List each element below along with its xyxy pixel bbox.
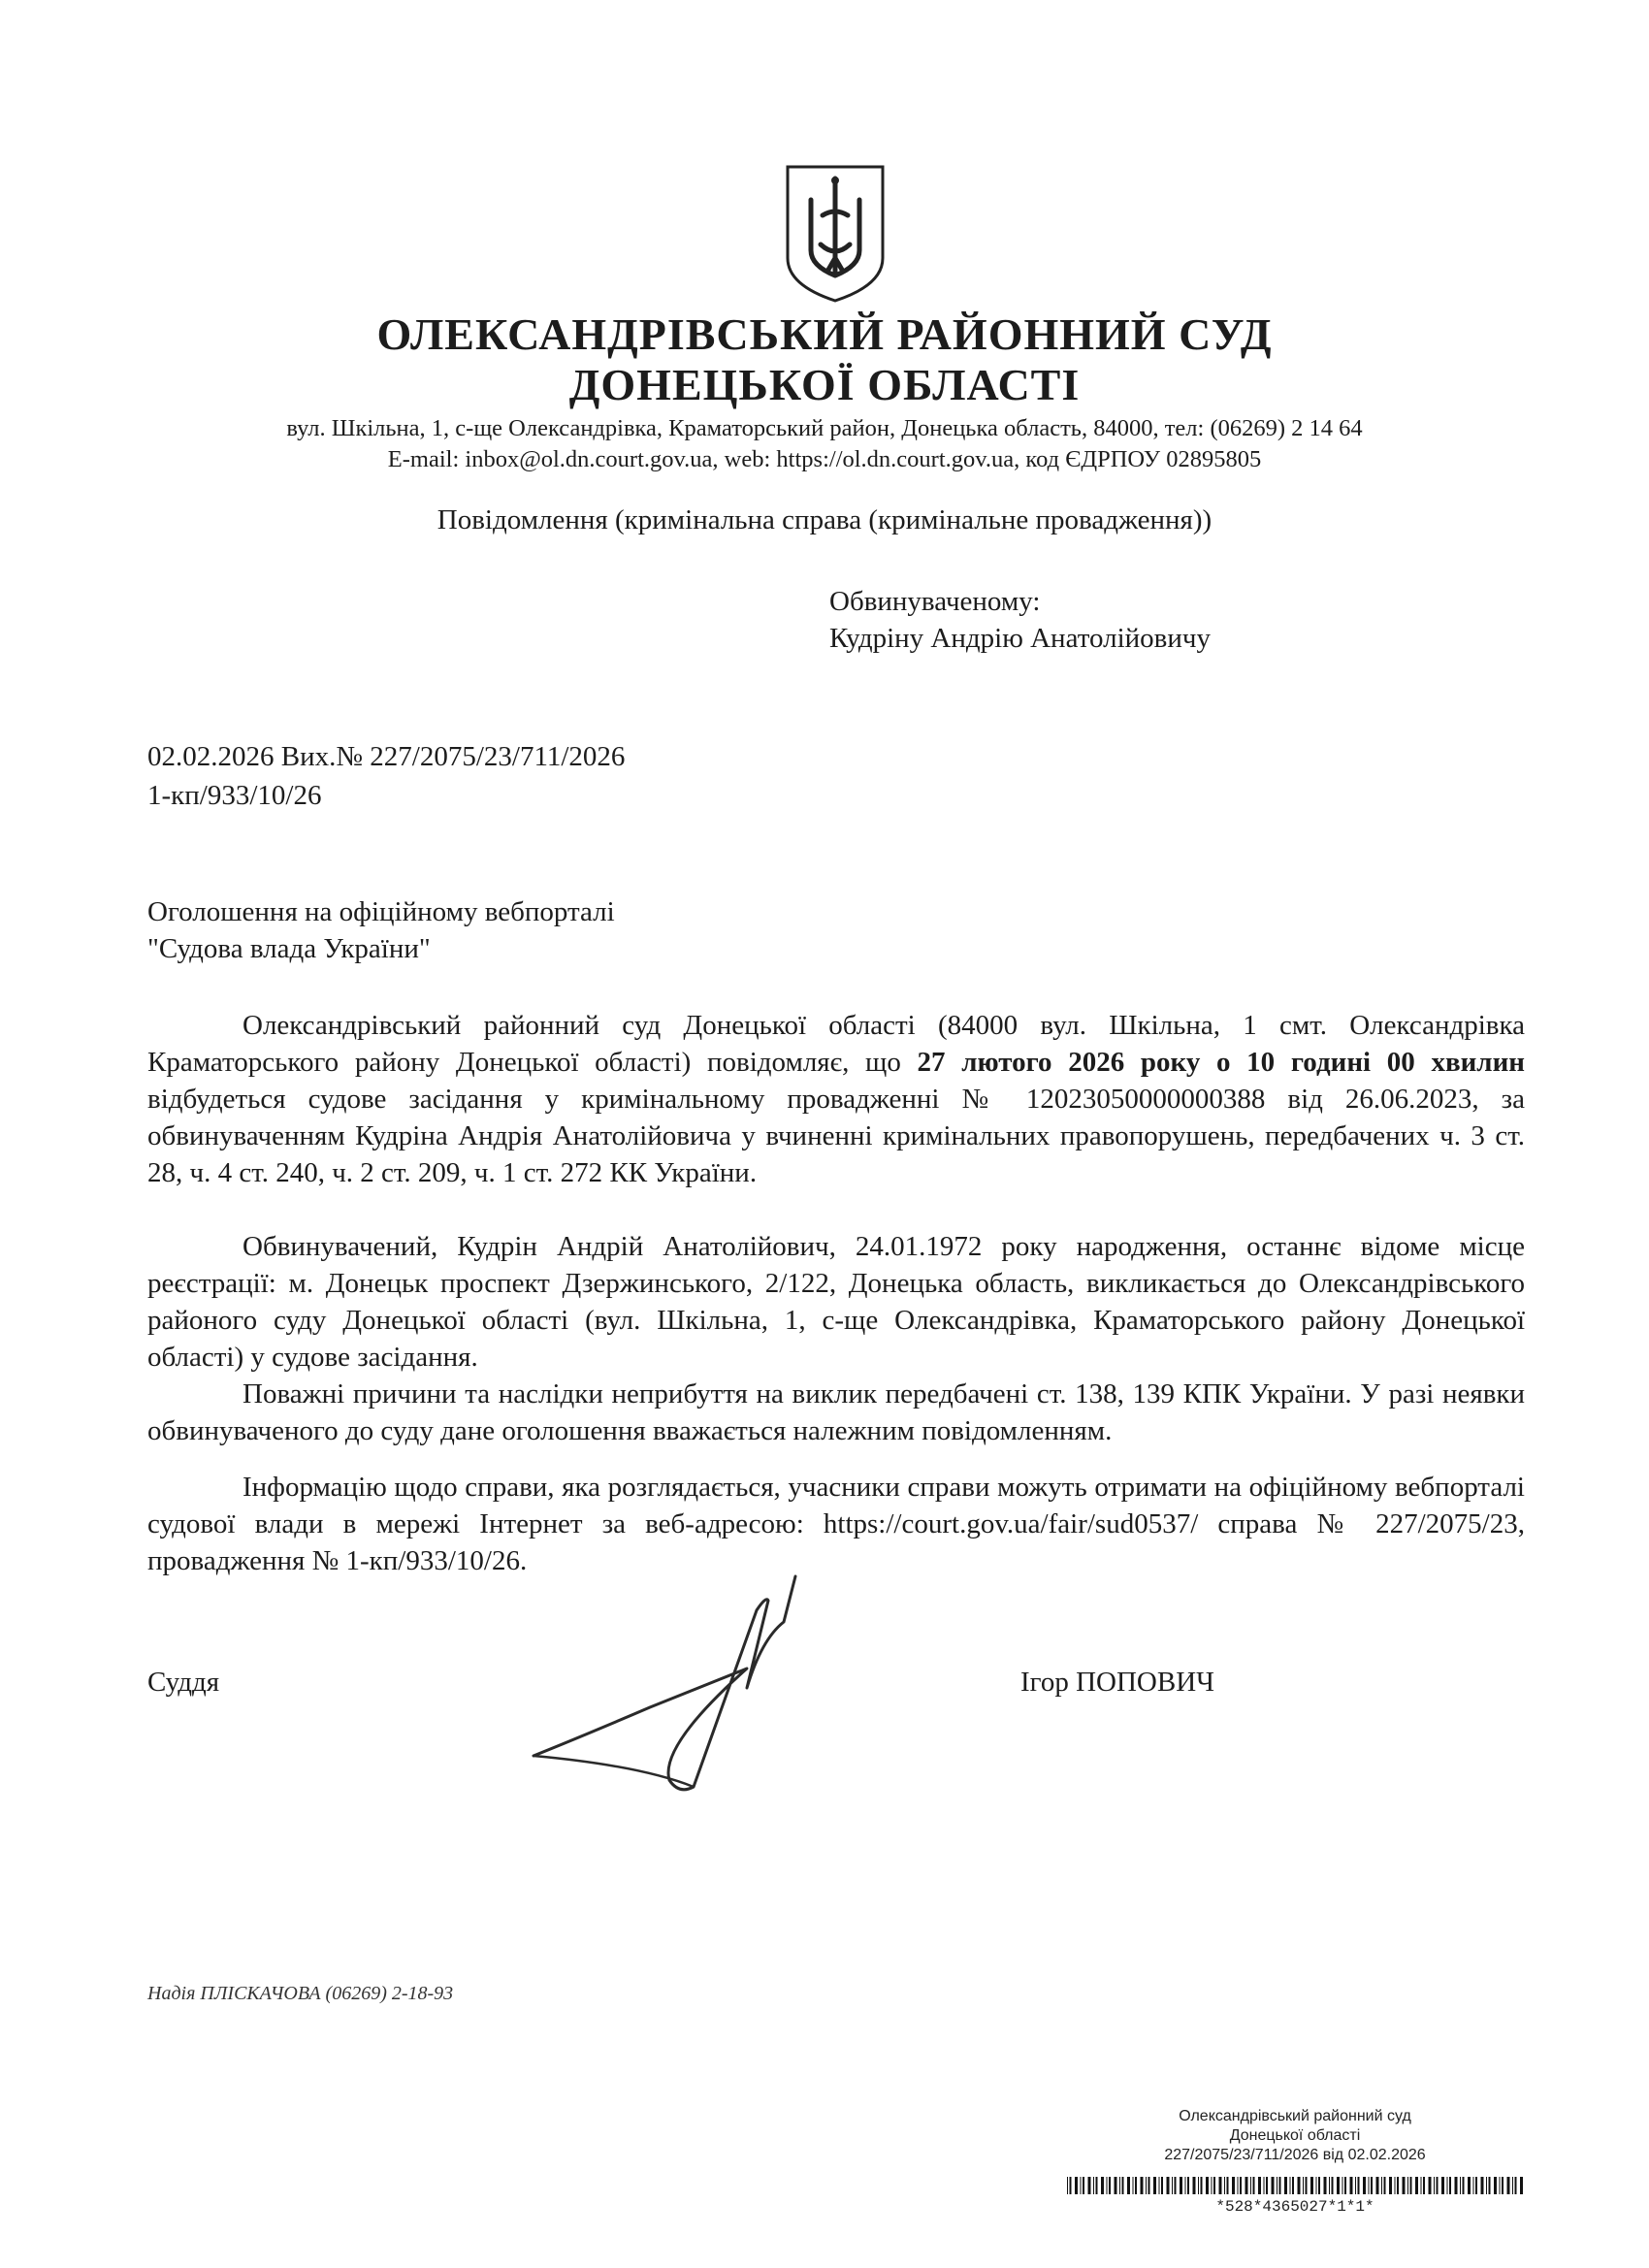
judge-name: Ігор ПОПОВИЧ	[1020, 1667, 1214, 1698]
stamp-court-line2: Донецької області	[1229, 2127, 1361, 2144]
judge-signature	[524, 1571, 873, 1853]
barcode-text: *528*4365027*1*1*	[1215, 2198, 1374, 2216]
recipient-name: Кудріну Андрію Анатолійовичу	[829, 623, 1211, 654]
court-name-line1: ОЛЕКСАНДРІВСЬКИЙ РАЙОННИЙ СУД	[376, 309, 1273, 359]
outgoing-reference: 02.02.2026 Вих.№ 227/2075/23/711/2026	[147, 741, 626, 772]
court-address: вул. Шкільна, 1, с-ще Олександрівка, Краматорський район, Донецька область, 84000, тел: (06269) 2 14 64	[286, 415, 1363, 441]
recipient-role: Обвинуваченому:	[829, 586, 1041, 617]
paragraph-hearing-text-a: Олександрівський районний суд Донецької області (84000 вул. Шкільна, 1 смт. Олександрівка Краматорського району Донецької області) повідомляє, що	[147, 1010, 1525, 1078]
court-contacts: E-mail: inbox@ol.dn.court.gov.ua, web: https://ol.dn.court.gov.ua, код ЄДРПОУ 02895805	[387, 446, 1262, 472]
paragraph-hearing	[147, 1007, 1525, 1191]
judge-role: Суддя	[147, 1667, 220, 1698]
announcement-line1: Оголошення на офіційному вебпорталі	[147, 896, 615, 927]
paragraph-accused: Обвинувачений, Кудрін Андрій Анатолійович, 24.01.1972 року народження, останнє відоме місце реєстрації: м. Донецьк проспект Дзержинського, 2/122, Донецька область, викликається до Олександрівського районого суду Донецької області (вул. Шкільна, 1, с-ще Олександрівка, Краматорського району Донецької області) у судове засідання.	[147, 1231, 1525, 1373]
hearing-datetime: 27 лютого 2026 року о 10 годині 00 хвилин	[917, 1047, 1525, 1078]
stamp-registration-number: 227/2075/23/711/2026 від 02.02.2026	[1164, 2147, 1426, 2163]
executor-contact: Надія ПЛІСКАЧОВА (06269) 2-18-93	[147, 1983, 454, 2004]
registration-stamp	[1067, 2107, 1523, 2165]
stamp-court-line1: Олександрівський районний суд	[1179, 2108, 1411, 2124]
case-number: 1-кп/933/10/26	[147, 780, 322, 811]
paragraph-hearing-text-b: відбудеться судове засідання у кримінальному провадженні № 12023050000000388 від 26.06.2023, за обвинуваченням Кудріна Андрія Анатолійовича у вчиненні кримінальних правопорушень, передбачених ч. 3 ст. 28, ч. 4 ст. 240, ч. 2 ст. 209, ч. 1 ст. 272 КК України.	[147, 1084, 1525, 1188]
paragraph-info: Інформацію щодо справи, яка розглядається, учасники справи можуть отримати на офіційному вебпорталі судової влади в мережі Інтернет за веб-адресою: https://court.gov.ua/fair/sud0537/ справа № 227/2075/23, провадження № 1-кп/933/10/26.	[147, 1472, 1525, 1576]
court-name-line2: ДОНЕЦЬКОЇ ОБЛАСТІ	[568, 360, 1081, 409]
coat-of-arms-icon	[782, 161, 889, 305]
announcement-line2: "Судова влада України"	[147, 933, 431, 964]
notice-title: Повідомлення (кримінальна справа (кримінальне провадження))	[436, 504, 1212, 535]
paragraph-consequences: Поважні причини та наслідки неприбуття на виклик передбачені ст. 138, 139 КПК України. У разі неявки обвинуваченого до суду дане оголошення вважається належним повідомленням.	[147, 1378, 1525, 1446]
barcode	[1067, 2177, 1523, 2200]
